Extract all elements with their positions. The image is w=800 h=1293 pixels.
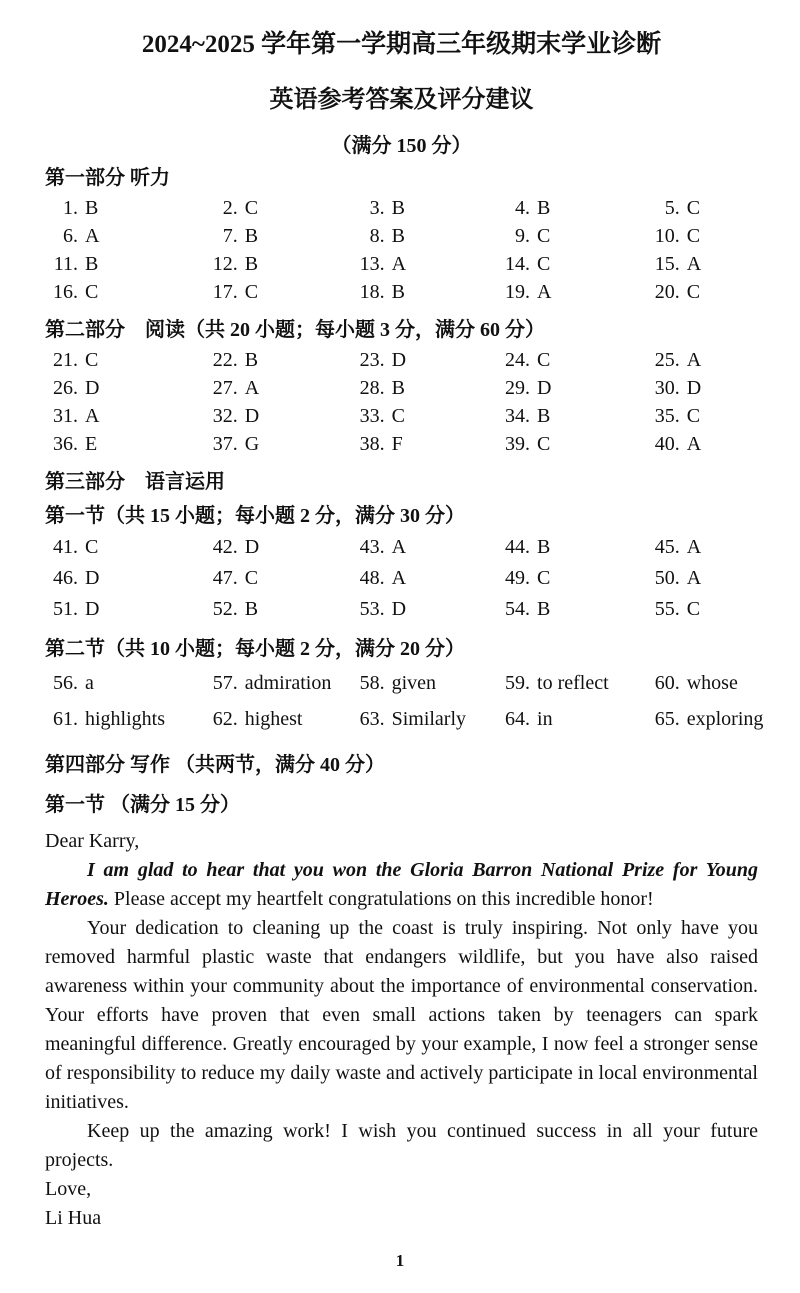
answer-item: [352, 402, 497, 430]
part3-section2-answer-grid: [45, 665, 764, 737]
answer-item: [497, 402, 647, 430]
answer-value: C: [686, 598, 701, 620]
answer-item: [497, 430, 647, 458]
letter-paragraph-3: Keep up the amazing work! I wish you continued success in all your future projects.: [45, 1120, 758, 1171]
answer-item: [45, 430, 205, 458]
answer-number: 61.: [53, 708, 78, 730]
answer-item: [205, 222, 352, 250]
answer-item: [647, 222, 758, 250]
letter-paragraph-1-lead: I am glad to hear that you won the Gloria Barron National Prize for Young Heroes.: [45, 859, 758, 910]
letter-paragraph-1-rest: Please accept my heartfelt congratulations on this incredible honor!: [108, 888, 654, 910]
answer-value: D: [85, 377, 100, 399]
answer-value: Similarly: [391, 708, 467, 730]
answer-value: admiration: [244, 672, 332, 694]
answer-number: 45.: [654, 536, 680, 558]
answer-item: [497, 563, 647, 594]
part3-heading: 第三部分 语言运用: [45, 471, 225, 493]
answer-number: 13.: [359, 253, 385, 275]
answer-item: [45, 594, 205, 625]
answer-value: whose: [686, 672, 738, 694]
answer-number: 15.: [654, 253, 680, 275]
answer-number: 60.: [654, 672, 680, 694]
answer-value: D: [391, 349, 407, 371]
answer-number: 62.: [212, 708, 238, 730]
answer-value: B: [244, 225, 259, 247]
answer-value: C: [244, 567, 259, 589]
answer-number: 54.: [505, 598, 531, 620]
answer-value: C: [537, 349, 551, 371]
answer-item: [352, 250, 497, 278]
answer-value: B: [537, 598, 551, 620]
answer-number: 30.: [654, 377, 680, 399]
answer-number: 36.: [53, 433, 78, 455]
answer-value: D: [244, 405, 260, 427]
answer-item: [647, 532, 758, 563]
answer-value: B: [537, 197, 551, 219]
answer-item: [497, 374, 647, 402]
answer-value: B: [244, 598, 259, 620]
answer-item: [352, 194, 497, 222]
answer-value: B: [85, 253, 99, 275]
answer-number: 19.: [505, 281, 531, 303]
page-number: 1: [395, 1251, 405, 1270]
answer-value: exploring: [686, 708, 764, 730]
answer-number: 2.: [222, 197, 238, 219]
answer-number: 9.: [515, 225, 531, 247]
part1-heading: 第一部分 听力: [45, 167, 170, 189]
answer-value: B: [391, 377, 405, 399]
answer-number: 1.: [63, 197, 78, 219]
answer-value: A: [391, 536, 407, 558]
answer-number: 4.: [515, 197, 531, 219]
answer-item: [45, 665, 205, 701]
answer-number: 28.: [359, 377, 385, 399]
answer-item: [352, 278, 497, 306]
answer-value: given: [391, 672, 437, 694]
answer-value: C: [686, 281, 701, 303]
answer-value: A: [85, 405, 100, 427]
answer-number: 14.: [505, 253, 531, 275]
answer-item: [205, 374, 352, 402]
answer-number: 59.: [505, 672, 531, 694]
answer-item: [205, 250, 352, 278]
answer-item: [352, 563, 497, 594]
sample-letter: [45, 827, 758, 1233]
answer-number: 18.: [359, 281, 385, 303]
answer-item: [497, 278, 647, 306]
answer-value: B: [537, 405, 551, 427]
answer-number: 55.: [654, 598, 680, 620]
answer-value: F: [391, 433, 403, 455]
answer-item: [497, 222, 647, 250]
answer-value: C: [686, 197, 701, 219]
answer-value: A: [686, 349, 702, 371]
letter-paragraph-2: Your dedication to cleaning up the coast is truly inspiring. Not only have you removed harmful plastic waste that endangers wildlife, but you have also raised awareness within your community about the importance of environmental conservation. Your efforts have proven that even small actions taken by teenagers can spark meaningful difference. Greatly encouraged by your example, I now feel a stronger sense of responsibility to reduce my daily waste and actively participate in local environmental initiatives.: [45, 917, 758, 1113]
answer-number: 52.: [212, 598, 238, 620]
answer-value: B: [537, 536, 551, 558]
letter-paragraph-1: [45, 856, 758, 914]
answer-value: C: [537, 567, 551, 589]
part1-listening-answer-grid: [45, 194, 758, 306]
answer-number: 25.: [654, 349, 680, 371]
answer-value: D: [537, 377, 552, 399]
letter-closing: Love,: [45, 1178, 92, 1200]
answer-number: 53.: [359, 598, 385, 620]
answer-number: 26.: [53, 377, 78, 399]
answer-value: D: [391, 598, 407, 620]
answer-number: 56.: [53, 672, 78, 694]
answer-number: 46.: [53, 567, 78, 589]
answer-value: A: [686, 433, 702, 455]
answer-number: 5.: [664, 197, 680, 219]
answer-number: 22.: [212, 349, 238, 371]
answer-item: [647, 374, 758, 402]
answer-number: 43.: [359, 536, 385, 558]
answer-item: [647, 250, 758, 278]
answer-item: [647, 278, 758, 306]
answer-number: 10.: [654, 225, 680, 247]
part3-section1-heading: 第一节（共 15 小题；每小题 2 分，满分 30 分）: [45, 505, 465, 527]
answer-value: C: [686, 405, 701, 427]
answer-number: 51.: [53, 598, 78, 620]
answer-item: [205, 278, 352, 306]
answer-item: [205, 563, 352, 594]
answer-item: [45, 250, 205, 278]
answer-item: [497, 194, 647, 222]
answer-item: [352, 222, 497, 250]
answer-value: B: [85, 197, 99, 219]
part2-heading: 第二部分 阅读（共 20 小题；每小题 3 分，满分 60 分）: [45, 319, 545, 341]
answer-item: [647, 194, 758, 222]
answer-value: highlights: [85, 708, 166, 730]
answer-value: B: [391, 225, 405, 247]
part3-section2-heading: 第二节（共 10 小题；每小题 2 分，满分 20 分）: [45, 638, 465, 660]
answer-item: [647, 402, 758, 430]
answer-item: [205, 665, 352, 701]
answer-number: 34.: [505, 405, 531, 427]
answer-value: A: [85, 225, 100, 247]
answer-item: [45, 278, 205, 306]
answer-number: 20.: [654, 281, 680, 303]
answer-value: C: [244, 197, 259, 219]
answer-item: [647, 563, 758, 594]
answer-item: [352, 430, 497, 458]
answer-value: C: [537, 225, 551, 247]
answer-number: 32.: [212, 405, 238, 427]
answer-item: [647, 665, 758, 701]
answer-number: 3.: [369, 197, 385, 219]
answer-number: 40.: [654, 433, 680, 455]
answer-value: a: [85, 672, 94, 694]
answer-number: 7.: [222, 225, 238, 247]
page-subtitle: 英语参考答案及评分建议: [269, 87, 534, 113]
answer-item: [647, 701, 764, 737]
answer-value: G: [244, 433, 260, 455]
answer-number: 50.: [654, 567, 680, 589]
answer-item: [45, 563, 205, 594]
answer-number: 6.: [63, 225, 78, 247]
answer-value: highest: [244, 708, 303, 730]
answer-number: 12.: [212, 253, 238, 275]
answer-number: 31.: [53, 405, 78, 427]
answer-item: [647, 594, 758, 625]
part3-section1-answer-grid: [45, 532, 758, 625]
answer-item: [205, 701, 352, 737]
answer-value: D: [686, 377, 702, 399]
answer-value: C: [686, 225, 701, 247]
answer-item: [352, 374, 497, 402]
answer-item: [205, 594, 352, 625]
answer-item: [45, 346, 205, 374]
answer-value: A: [686, 253, 702, 275]
part4-section1-heading: 第一节 （满分 15 分）: [45, 794, 240, 816]
answer-number: 49.: [505, 567, 531, 589]
answer-item: [497, 250, 647, 278]
letter-salutation: Dear Karry,: [45, 830, 140, 852]
answer-value: A: [244, 377, 260, 399]
answer-number: 44.: [505, 536, 531, 558]
answer-value: A: [537, 281, 552, 303]
answer-value: A: [391, 567, 407, 589]
answer-item: [497, 701, 647, 737]
answer-item: [352, 346, 497, 374]
answer-item: [497, 532, 647, 563]
answer-item: [352, 701, 497, 737]
answer-value: B: [391, 281, 405, 303]
answer-value: B: [244, 253, 259, 275]
answer-item: [45, 222, 205, 250]
answer-number: 16.: [53, 281, 78, 303]
answer-value: B: [244, 349, 259, 371]
answer-value: C: [85, 536, 99, 558]
answer-number: 35.: [654, 405, 680, 427]
answer-number: 11.: [53, 253, 78, 275]
answer-value: C: [85, 349, 99, 371]
answer-value: A: [686, 536, 702, 558]
answer-number: 33.: [359, 405, 385, 427]
answer-value: D: [244, 536, 260, 558]
answer-number: 65.: [654, 708, 680, 730]
answer-number: 42.: [212, 536, 238, 558]
answer-value: C: [537, 433, 551, 455]
part2-reading-answer-grid: [45, 346, 758, 458]
answer-number: 64.: [505, 708, 531, 730]
answer-number: 41.: [53, 536, 78, 558]
part4-heading: 第四部分 写作 （共两节，满分 40 分）: [45, 754, 385, 776]
answer-item: [497, 665, 647, 701]
answer-value: A: [686, 567, 702, 589]
answer-number: 21.: [53, 349, 78, 371]
answer-number: 23.: [359, 349, 385, 371]
answer-item: [352, 594, 497, 625]
answer-number: 57.: [212, 672, 238, 694]
answer-item: [45, 701, 205, 737]
answer-number: 39.: [505, 433, 531, 455]
answer-value: C: [391, 405, 405, 427]
answer-item: [45, 194, 205, 222]
answer-item: [45, 402, 205, 430]
answer-value: D: [85, 598, 100, 620]
answer-value: E: [85, 433, 98, 455]
answer-number: 27.: [212, 377, 238, 399]
answer-item: [352, 532, 497, 563]
full-score-note: （满分 150 分）: [331, 135, 472, 157]
answer-value: B: [391, 197, 405, 219]
answer-number: 58.: [359, 672, 385, 694]
answer-value: to reflect: [537, 672, 609, 694]
answer-value: C: [537, 253, 551, 275]
answer-number: 8.: [369, 225, 385, 247]
answer-item: [497, 594, 647, 625]
answer-item: [647, 430, 758, 458]
answer-item: [205, 402, 352, 430]
answer-number: 47.: [212, 567, 238, 589]
answer-value: C: [85, 281, 99, 303]
answer-item: [45, 374, 205, 402]
answer-item: [205, 532, 352, 563]
answer-item: [205, 346, 352, 374]
answer-number: 17.: [212, 281, 238, 303]
answer-item: [45, 532, 205, 563]
answer-value: D: [85, 567, 100, 589]
letter-signature: Li Hua: [45, 1207, 102, 1229]
page-title: 2024~2025 学年第一学期高三年级期末学业诊断: [141, 31, 662, 58]
answer-item: [647, 346, 758, 374]
answer-value: A: [391, 253, 407, 275]
answer-number: 48.: [359, 567, 385, 589]
answer-value: in: [537, 708, 553, 730]
answer-number: 37.: [212, 433, 238, 455]
answer-item: [497, 346, 647, 374]
answer-item: [205, 430, 352, 458]
answer-item: [205, 194, 352, 222]
answer-number: 24.: [505, 349, 531, 371]
answer-number: 38.: [359, 433, 385, 455]
answer-number: 29.: [505, 377, 531, 399]
answer-value: C: [244, 281, 259, 303]
answer-item: [352, 665, 497, 701]
answer-number: 63.: [359, 708, 385, 730]
